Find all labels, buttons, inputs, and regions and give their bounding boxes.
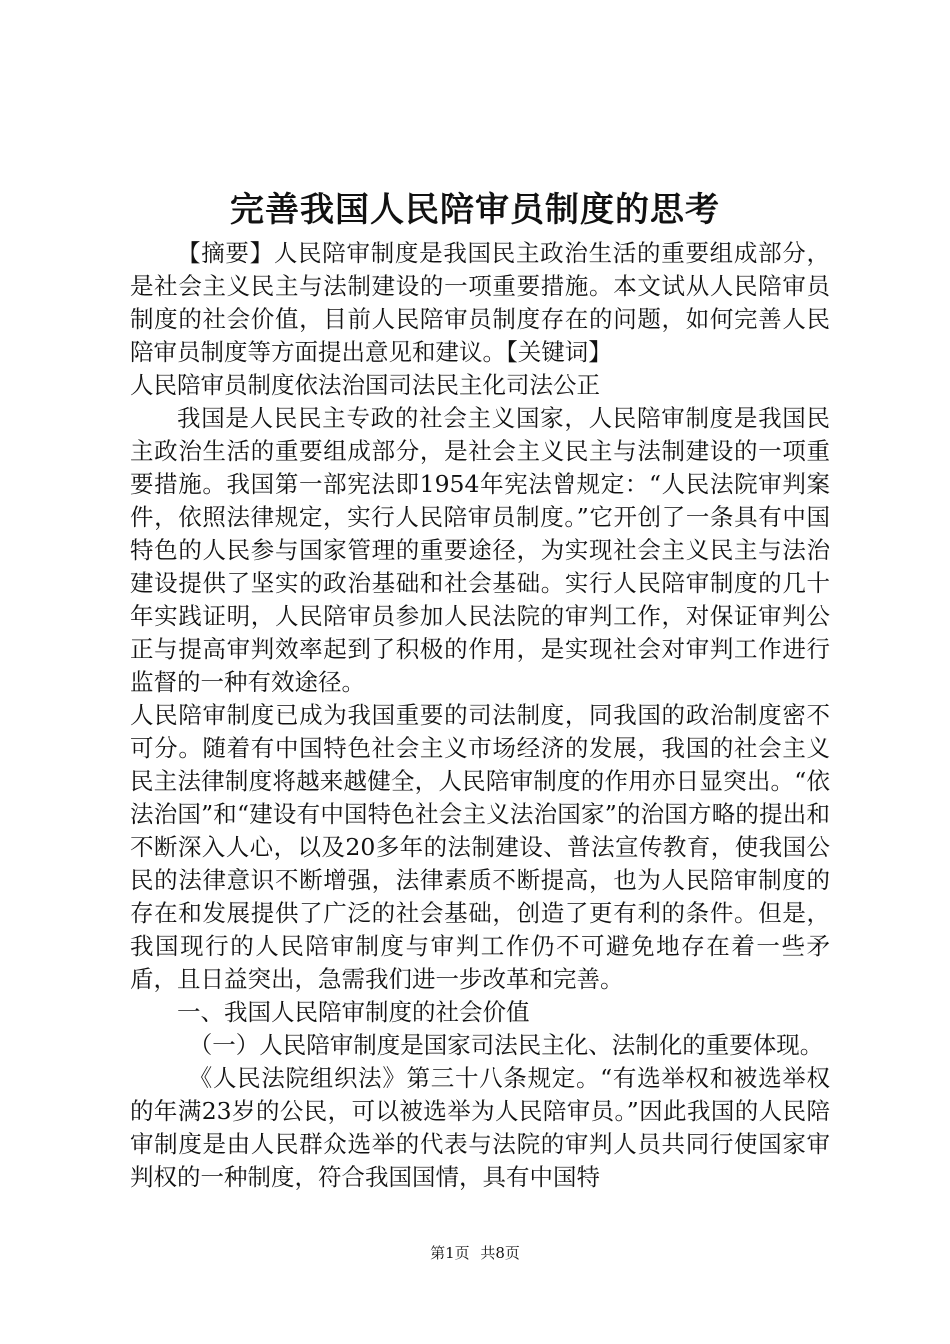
body-paragraph: 《人民法院组织法》第三十八条规定。“有选举权和被选举权的年满23岁的公民，可以被选举为人民陪审员。”因此我国的人民陪审制度是由人民群众选举的代表与法院的审判人员共同行使国家审判权的一种制度，符合我国国情，具有中国特 [130,1064,830,1191]
page-total: 共8页 [480,1244,520,1262]
page-footer [0,1243,950,1263]
body-paragraph: 我国是人民民主专政的社会主义国家，人民陪审制度是我国民主政治生活的重要组成部分，是社会主义民主与法制建设的一项重要措施。我国第一部宪法即1954年宪法曾规定：“人民法院审判案件，依照法律规定，实行人民陪审员制度。”它开创了一条具有中国特色的人民参与国家管理的重要途径，为实现社会主义民主与法治建设提供了坚实的政治基础和社会基础。实行人民陪审制度的几十年实践证明，人民陪审员参加人民法院的审判工作，对保证审判公正与提高审判效率起到了积极的作用，是实现社会对审判工作进行监督的一种有效途径。 [130,404,830,696]
abstract-paragraph: 【摘要】人民陪审制度是我国民主政治生活的重要组成部分，是社会主义民主与法制建设的一项重要措施。本文试从人民陪审员制度的社会价值，目前人民陪审员制度存在的问题，如何完善人民陪审员制度等方面提出意见和建议。【关键词】 [130,239,830,366]
document-title: 完善我国人民陪审员制度的思考 [230,190,720,230]
keywords-paragraph: 人民陪审员制度依法治国司法民主化司法公正 [130,371,600,399]
subsection-heading: （一）人民陪审制度是国家司法民主化、法制化的重要体现。 [188,1031,824,1059]
page-number: 第1页 [430,1244,470,1262]
section-heading: 一、我国人民陪审制度的社会价值 [177,998,530,1026]
document-body [130,237,830,1194]
body-paragraph: 人民陪审制度已成为我国重要的司法制度，同我国的政治制度密不可分。随着有中国特色社会主义市场经济的发展，我国的社会主义民主法律制度将越来越健全，人民陪审制度的作用亦日显突出。“依法治国”和“建设有中国特色社会主义法治国家”的治国方略的提出和不断深入人心，以及20多年的法制建设、普法宣传教育，使我国公民的法律意识不断增强，法律素质不断提高，也为人民陪审制度的存在和发展提供了广泛的社会基础，创造了更有利的条件。但是，我国现行的人民陪审制度与审判工作仍不可避免地存在着一些矛盾，且日益突出，急需我们进一步改革和完善。 [130,701,830,993]
